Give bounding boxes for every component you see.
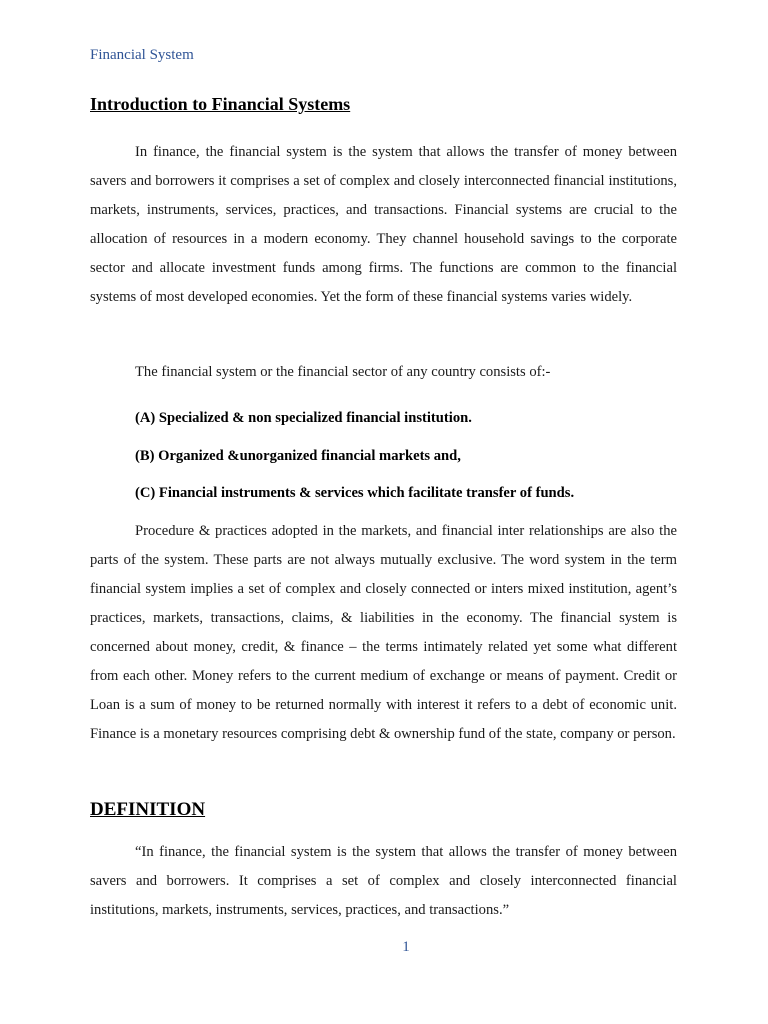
intro-paragraph: In finance, the financial system is the system that allows the transfer of money between savers and borrowers it comprises a set of complex and closely interconnected financial institutions, markets, instruments, services, practices, and transactions. Financial systems are crucial to the allocation of resources in a modern economy. They channel household savings to the corporate sector and allocate investment funds among firms. The functions are common to the financial systems of most developed economies. Yet the form of these financial systems varies widely. [90, 144, 677, 305]
page-number: 1 [402, 939, 410, 955]
consists-paragraph: The financial system or the financial sector of any country consists of:- [135, 364, 551, 380]
list-item-c: (C) Financial instruments & services which facilitate transfer of funds. [135, 485, 575, 501]
page-title: Introduction to Financial Systems [90, 94, 351, 114]
list-item-b: (B) Organized &unorganized financial markets and, [135, 448, 461, 464]
list-item-a: (A) Specialized & non specialized financial institution. [135, 410, 472, 426]
procedure-paragraph: Procedure & practices adopted in the markets, and financial inter relationships are also the parts of the system. These parts are not always mutually exclusive. The word system in the term financial system implies a set of complex and closely connected or inters mixed institution, agent’s practices, markets, transactions, claims, & liabilities in the economy. The financial system is concerned about money, credit, & finance – the terms intimately related yet some what different from each other. Money refers to the current medium of exchange or means of payment. Credit or Loan is a sum of money to be returned normally with interest it refers to a debt of economic unit. Finance is a monetary resources comprising debt & ownership fund of the state, company or person. [90, 523, 677, 742]
definition-paragraph: “In finance, the financial system is the system that allows the transfer of money between savers and borrowers. It comprises a set of complex and closely interconnected financial institutions, markets, instruments, services, practices, and transactions.” [90, 844, 677, 918]
running-header: Financial System [90, 47, 194, 63]
definition-heading: DEFINITION [90, 799, 206, 820]
